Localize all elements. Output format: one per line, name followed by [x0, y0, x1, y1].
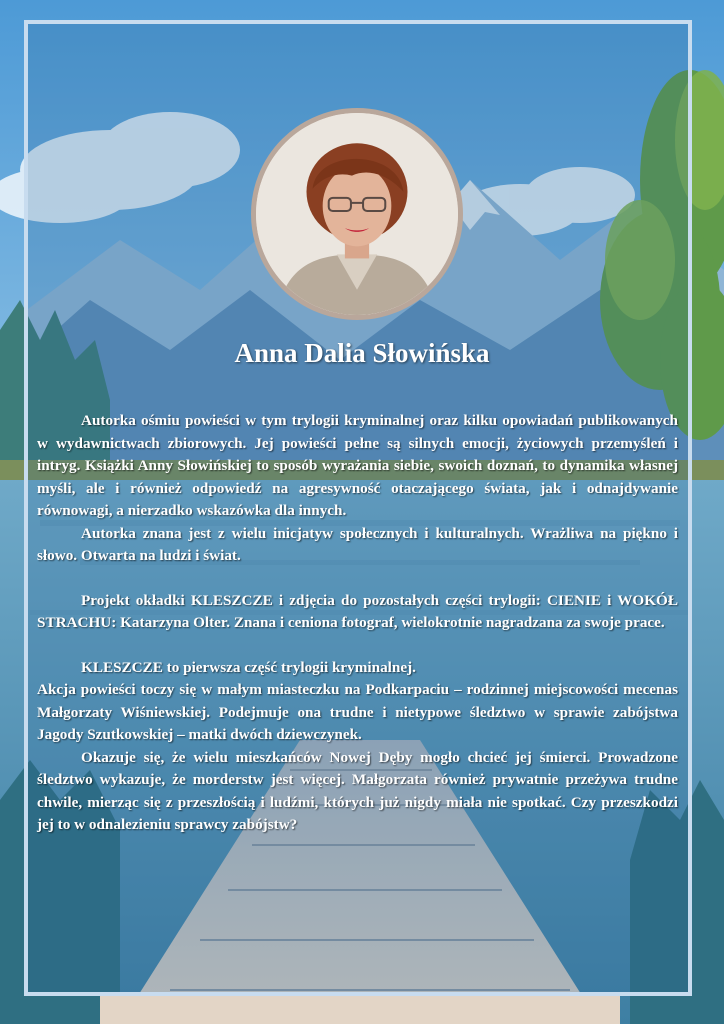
paragraph-initiatives: Autorka znana jest z wielu inicjatyw społecznych i kulturalnych. Wrażliwa na piękno i słowo. Otwarta na ludzi i świat.	[37, 524, 678, 564]
paragraph-trilogy: KLESZCZE to pierwsza część trylogii kryminalnej.	[81, 658, 416, 676]
author-photo-icon	[256, 113, 458, 315]
author-name: Anna Dalia Słowińska	[234, 338, 490, 368]
paragraph-investigation: Okazuje się, że wielu mieszkańców Nowej Dęby mogło chcieć jej śmierci. Prowadzone śledztwo wykazuje, że morderstw jest więcej. Małgorzata również prywatnie przeżywa trudne chwile, mierząc się z przeszłością i ludźmi, których już nigdy miała nie spotkać. Czy przeszkodzi jej to w odnalezieniu sprawcy zabójstw?	[37, 748, 678, 833]
paragraph-plot: Akcja powieści toczy się w małym miasteczku na Podkarpaciu – rodzinnej miejscowości mecenas Małgorzaty Wiśniewskiej. Podejmuje ona trudne i nietypowe śledztwo w sprawie zabójstwa Jagody Szutkowskiej – matki dwóch dziewczynek.	[37, 681, 678, 743]
author-portrait	[251, 108, 463, 320]
paragraph-bio: Autorka ośmiu powieści w tym trylogii kryminalnej oraz kilku opowiadań publikowanych w wydawnictwach zbiorowych. Jej powieści pełne są silnych emocji, życiowych przemyśleń i intryg. Książki Anny Słowińskiej to sposób wyrażania siebie, swoich doznań, to dynamika własnej myśli, ale i również odpowiedź na agresywność otaczającego świata, jak i odnajdywanie równowagi, a nierzadko wskazówka dla innych.	[37, 412, 678, 519]
biography-text	[37, 410, 678, 837]
paragraph-cover-design: Projekt okładki KLESZCZE i zdjęcia do pozostałych części trylogii: CIENIE i WOKÓŁ STRACHU: Katarzyna Olter. Znana i ceniona fotograf, wielokrotnie nagradzana za swoje prace.	[37, 591, 678, 631]
